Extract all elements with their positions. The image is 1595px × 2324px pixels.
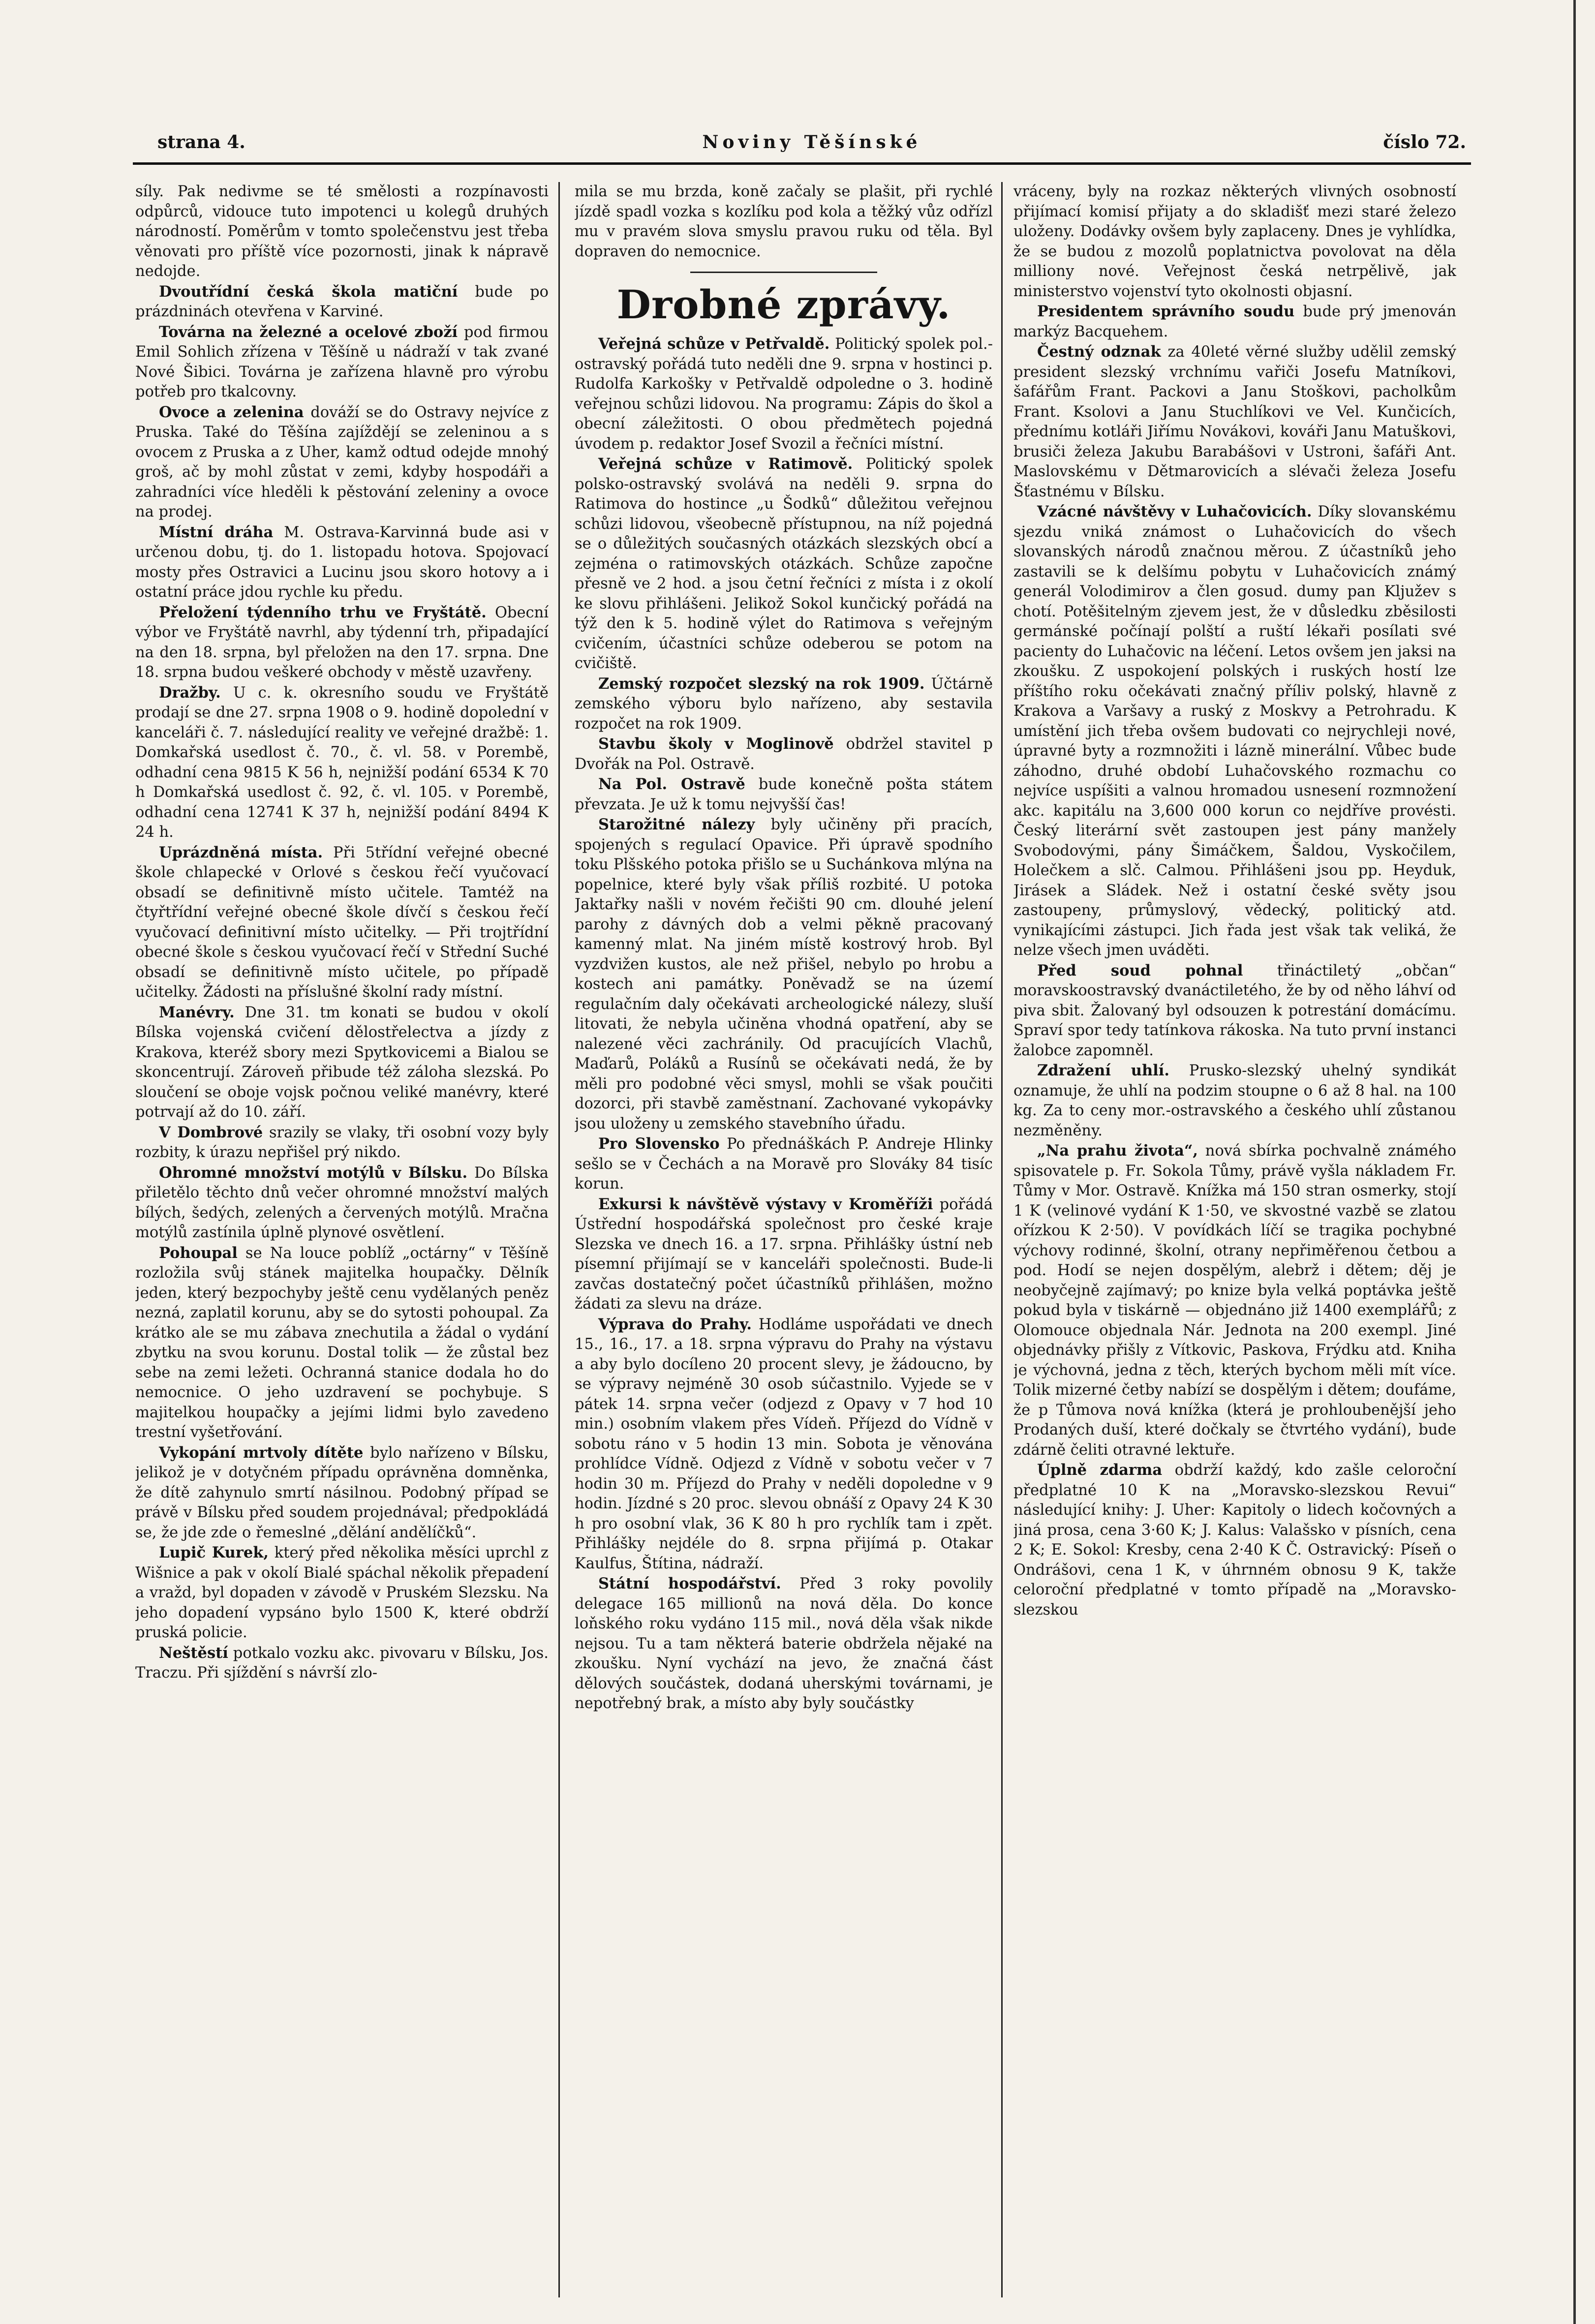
article-headline: Ovoce a zelenina [159, 403, 304, 421]
article-headline: Presidentem správního soudu [1037, 303, 1295, 320]
article [1013, 502, 1456, 961]
article [575, 674, 993, 734]
header-rule [133, 162, 1471, 165]
article-headline: Státní hospodářství. [598, 1575, 781, 1592]
article [135, 1163, 549, 1243]
article-headline: Lupič Kurek, [159, 1544, 269, 1561]
column-3 [1013, 182, 1456, 2297]
article-body: který před několika měsíci uprchl z Wišnice a pak v okolí Bialé spáchal několik přepadení a vražd, byl dopaden v závodě v Pruském Slezsku. Na jeho dopadení vypsáno bylo 1500 K, které obdrží pruská policie. [135, 1544, 549, 1641]
article-body: Obecní výbor ve Fryštátě navrhl, aby týdenní trh, připadající na den 18. srpna, byl přeložen na den 17. srpna. Dne 18. srpna budou veškeré obchody v městě uzavřeny. [135, 604, 549, 681]
article [575, 774, 993, 815]
article-body: bude po prázdninách otevřena v Karviné. [135, 283, 549, 320]
article-headline: Místní dráha [159, 523, 274, 541]
newspaper-title: Noviny Těšínské [702, 132, 921, 153]
article-headline: Továrna na železné a ocelové zboží [159, 323, 458, 341]
article-body: Hodláme uspořádati ve dnech 15., 16., 17. a 18. srpna výpravu do Prahy na výstavu a aby bylo docíleno 20 procent slevy, je žádoucno, by se výpravy nejméně 30 osob súčastnilo. Vyjede se v pátek 14. srpna večer (odjezd z Opavy v 7 hod 10 min.) osobním vlakem přes Vídeň. Příjezd do Vídně v sobotu ráno v 5 hodin 13 min. Sobota je věnována prohlídce Vídně. Odjezd z Vídně v sobotu večer v 7 hodin 30 m. Příjezd do Prahy v neděli dopoledne v 9 hodin. Jízdné s 20 proc. slevou obnáší z Opavy 24 K 30 h pro osobní vlak, 36 K 80 h pro rychlík tam i zpět. Přihlášky nejdéle do 8. srpna přijímá p. Otakar Kaulfus, Štítina, nádraží. [575, 1315, 993, 1572]
article-headline: Zemský rozpočet slezský na rok 1909. [598, 674, 925, 693]
article-headline: Ohromné množství motýlů v Bílsku. [159, 1163, 468, 1182]
article-body: Po přednáškách P. Andreje Hlinky sešlo se v Čechách a na Moravě pro Slováky 84 tisíc korun. [575, 1135, 993, 1193]
page-edge [1573, 0, 1576, 2324]
article-body: srazily se vlaky, tři osobní vozy byly rozbity, k úrazu nepřišel prý nikdo. [135, 1124, 549, 1161]
article-body: pod firmou Emil Sohlich zřízena v Těšíně u nádraží v tak zvané Nové Šibici. Továrna je zařízena hlavně pro výrobu potřeb pro tkalcovny. [135, 323, 549, 400]
article-body: bude prý jmenován markýz Bacquehem. [1013, 303, 1456, 340]
issue-number: číslo 72. [1383, 132, 1466, 153]
article-body: Dne 31. tm konati se budou v okolí Bílska vojenská cvičení dělostřelectva a jízdy z Krakova, kteréž sbory mezi Spytkovicemi a Bialou se skoncentrují. Zároveň přibude též záloha slezská. Po sloučení se oboje vojsk počnou veliké manévry, které potrvají až do 10. září. [135, 1004, 549, 1121]
article-body: nová sbírka pochvalně známého spisovatele p. Fr. Sokola Tůmy, právě vyšla nákladem Fr. Tůmy v Mor. Ostravě. Knížka má 150 stran osmerky, stojí 1 K (velinové vydání K 1·50, ve skvostné vazbě se zlatou ořízkou K 2·50). V povídkách líčí se tragika pochybné výchovy rodinné, školní, otrany nepřiměřenou četbou a pod. Hodí se nejen dospělým, alebrž i dětem; děj je neobyčejně zajímavý; po knize byla velká poptávka ještě pokud byla v tiskárně — objednáno již 1400 exemplářů; z Olomouce objednala Nár. Jednota na 200 exempl. Jiné objednávky přišly z Vítkovic, Paskova, Frýdku atd. Kniha je výchovná, jedna z těch, kterých bychom měli mít více. Tolik mizerné četby nabízí se dospělým i dětem; doufáme, že p Tůmova nová knížka (která je prohloubenější jeho Prodaných duší, které dočkaly se čtvrtého vydání), bude zdárně čeliti otravné lektuře. [1013, 1142, 1456, 1459]
article-body: bude konečně pošta státem převzata. Je už k tomu nejvyšší čas! [575, 776, 993, 813]
column-2-articles [575, 334, 993, 1714]
article-headline: Stavbu školy v Moglinově [598, 735, 834, 753]
article [135, 1543, 549, 1643]
article [575, 1134, 993, 1194]
article [575, 1315, 993, 1574]
article-headline: Vykopání mrtvoly dítěte [159, 1443, 364, 1462]
article-continuation [135, 182, 549, 282]
article-headline: Veřejná schůze v Petřvaldě. [598, 335, 830, 353]
article-headline: Zdražení uhlí. [1037, 1062, 1169, 1079]
article-body: Díky slovanskému sjezdu vniká známost o Luhačovicích do všech slovanských národů značnou měrou. Z účastníků jeho zastavili se k delšímu pobytu v Luhačovicích známý generál Volodimirov a člen gosud. dumy pan Kljužev s chotí. Potěšitelným zjevem jest, že v důsledku zběsilosti germánské počínají polští a ruští lékaři posílati své pacienty do Luhačovic na léčení. Letos ovšem jen jaksi na zkoušku. Z uspokojení polských i ruských hostí lze příštího roku očekávati značný příliv polský, hlavně z Krakova a Varšavy a ruský z Moskvy a Petrohradu. K umístění jich třeba ovšem budovati co nejrychleji nové, úpravné byty a rozmnožiti i lázně minerální. Vůbec bude záhodno, druhé období Luhačovského rozmachu co nejvíce uspíšiti a valnou hromadou usnesení rozmnožení akc. kapitálu na 3,600 000 korun co nejdříve provésti. Český literární svět zastoupen jest pány manžely Svobodovými, pány Šimáčkem, Šaldou, Vyskočilem, Holečkem a slč. Calmou. Přihlášeni jsou pp. Heyduk, Jirásek a Sládek. Než i ostatní české světy jsou zastoupeny, průmyslový, vědecký, politický atd. vynikajícími zástupci. Jich řada jest však tak veliká, že nelze všech jmen uváděti. [1013, 503, 1456, 959]
article [575, 815, 993, 1134]
article-body: mila se mu brzda, koně začaly se plašit, při rychlé jízdě spadl vozka s kozlíku pod kola a těžký vůz odřízl mu v pravém slova smyslu pravou ruku od těla. Byl dopraven do nemocnice. [575, 183, 993, 260]
article [135, 282, 549, 322]
article [1013, 1061, 1456, 1141]
column-2-continuation [575, 182, 993, 262]
article [135, 843, 549, 1003]
article [575, 1194, 993, 1315]
article-body: třináctiletý „občan“ moravskoostravský dvanáctiletého, že by od něho láhví od piva sbit. Žalovaný byl odsouzen k potrestání domácímu. Spraví spor tedy tatínkova rákoska. Na tuto první instanci žalobce zapomněl. [1013, 962, 1456, 1059]
article-body: Politický spolek pol.-ostravský pořádá tuto neděli dne 9. srpna v hostinci p. Rudolfa Karkošky v Petřvaldě odpoledne o 3. hodině veřejnou schůzi lidovou. Na programu: Zápis do škol a obecní záležitosti. O obou předmětech pojedná úvodem p. redaktor Josef Svozil a řečníci místní. [575, 336, 993, 453]
article [1013, 302, 1456, 342]
article [1013, 961, 1456, 1061]
article-headline: Dvoutřídní česká škola matiční [159, 282, 458, 301]
article [135, 1123, 549, 1163]
article [1013, 1141, 1456, 1460]
article-body: potkalo vozku akc. pivovaru v Bílsku, Jos. Traczu. Při sjíždění s návrší zlo- [135, 1644, 549, 1682]
article [575, 1574, 993, 1714]
article-headline: Manévry. [159, 1003, 235, 1021]
article [135, 1243, 549, 1443]
column-2 [575, 182, 993, 2297]
article-headline: Uprázdněná místa. [159, 843, 323, 861]
article-body: U c. k. okresního soudu ve Fryštátě prodají se dne 27. srpna 1908 o 9. hodině dopolední v kanceláři č. 7. následující reality ve veřejné dražbě: 1. Domkařská usedlost č. 70., č. vl. 58. v Porembě, odhadní cena 9815 K 56 h, nejnižší podání 6534 K 70 h Domkařská usedlost č. 92, č. vl. 105. v Porembě, odhadní cena 12741 K 37 h, nejnižší podání 8494 K 24 h. [135, 684, 549, 841]
article [135, 603, 549, 683]
article-headline: Čestný odznak [1037, 343, 1161, 361]
article-headline: Starožitné nálezy [598, 816, 755, 833]
article-body: obdržel stavitel p Dvořák na Pol. Ostravě. [575, 735, 993, 773]
article-headline: Pohoupal [159, 1244, 238, 1262]
article-body: bylo nařízeno v Bílsku, jelikož je v dotyčném případu oprávněna domněnka, že dítě zahynulo smrtí násilnou. Podobný případ se právě v Bílsku před soudem projednával; předpokládá se, že jde zde o řemeslné „dělání andělíčků“. [135, 1444, 549, 1541]
article-body: Prusko-slezský uhelný syndikát oznamuje, že uhlí na podzim stoupne o 6 až 8 hal. na 100 kg. Za to ceny mor.-ostravského a českého uhlí zůstanou nezměněny. [1013, 1062, 1456, 1139]
article-body: obdrží každý, kdo zašle celoroční předplatné 10 K na „Moravsko-slezskou Revui“ následující knihy: J. Uher: Kapitoly o lidech kočovných a jiná prosa, cena 3·60 K; J. Kalus: Valašsko v písních, cena 2 K; E. Sokol: Kresby, cena 2·40 K Č. Ostravický: Píseň o Ondrášovi, cena 1 K, v úhrnném obnosu 9 K, takže celoroční předplatné v tomto případě na „Moravsko-slezskou [1013, 1462, 1456, 1619]
article-body: vráceny, byly na rozkaz některých vlivných osobností přijímací komisí přijaty a do skladišť mezi staré železo uloženy. Dodávky ovšem byly zaplaceny. Dnes je vyhlídka, že se budou z mozolů poplatnictva povolovat na děla milliony nové. Veřejnost česká netrpělivě, jak ministerstvo vojenství tyto okolnosti objasní. [1013, 183, 1456, 300]
article-headline: Výprava do Prahy. [598, 1315, 752, 1333]
article-body: Do Bílska přiletělo těchto dnů večer ohromné množství malých bílých, šedých, zelených a červených motýlů. Mračna motýlů zastínila úplně plynové osvětlení. [135, 1164, 549, 1241]
page-number: strana 4. [157, 132, 245, 153]
article [135, 683, 549, 843]
article-headline: Na Pol. Ostravě [598, 775, 745, 793]
article-headline: Dražby. [159, 683, 221, 702]
article [135, 322, 549, 402]
article-headline: Exkursi k návštěvě výstavy v Kroměříži [598, 1195, 933, 1213]
article-continuation [575, 182, 993, 262]
article-headline: Veřejná schůze v Ratimově. [598, 455, 853, 473]
article [1013, 342, 1456, 502]
section-title: Drobné zprávy. [616, 281, 951, 328]
article-headline: Přeložení týdenního trhu ve Fryštátě. [159, 603, 487, 621]
article-body: Při 5třídní veřejné obecné škole chlapecké v Orlové s českou řečí vyučovací obsadí se definitivně místo učitele. Tamtéž na čtyřtřídní veřejné obecné škole dívčí s českou řečí vyučovací definitivní místo učitelky. — Při trojtřídní obecné škole s českou vyučovací řečí v Střední Suché obsadí se definitivně místo učitele, po případě učitelky. Žádosti na příslušné školní rady místní. [135, 844, 549, 1001]
article [135, 1443, 549, 1543]
article-body: Před 3 roky povolily delegace 165 millionů na nová děla. Do konce loňského roku vydáno 115 mil., nová děla však nikde nejsou. Tu a tam některá baterie obdržela nějaké na zkoušku. Nyní vychází na jevo, že značná část dělových součástek, dodaná uherskými továrnami, je nepotřebný brak, a místo aby byly součástky [575, 1575, 993, 1712]
article-body: Politický spolek polsko-ostravský svolává na neděli 9. srpna do Ratimova do hostince „u Šodků“ důležitou veřejnou schůzi lidovou, všeobecně přístupnou, na níž pojedná se o důležitých současných otázkách slezských obcí a zejména o ratimovských otázkách. Schůze započne přesně ve 2 hod. a jsou četní řečníci z místa i z okolí ke slovu přihlášeni. Jelikož Sokol kunčický pořádá na týž den k 5. hodině výlet do Ratimova s veřejným cvičením, účastníci schůze odeberou se potom na cvičiště. [575, 456, 993, 672]
article-body: za 40leté věrné služby udělil zemský president slezský vrchnímu vařiči Josefu Matníkovi, šafářům Frant. Packovi a Janu Stoškovi, pacholkům Frant. Ksolovi a Janu Stuchlíkovi ve Vel. Kunčicích, přednímu kotláři Jiřímu Novákovi, kováři Janu Matuškovi, brusiči železa Jakubu Barabášovi v Ustroni, šafáři Ant. Maslovskému v Dětmarovicích a slévači železa Josefu Šťastnému v Bílsku. [1013, 343, 1456, 500]
article [135, 1003, 549, 1123]
article-headline: V Dombrové [159, 1123, 263, 1141]
article-body: byly učiněny při pracích, spojených s regulací Opavice. Při úpravě spodního toku Plšského potoka přišlo se u Suchánkova mlýna na popelnice, které byly však příliš rozbité. U potoka Jaktařky našli v novém řečišti 90 cm. dlouhé jelení parohy z dávných dob a velmi pěkně pracovaný kamenný mlat. Na jiném místě kostrový hrob. Byl vyzdvižen kustos, ale než přišel, nebylo po hrobu a kostech ani památky. Poněvadž se na území regulačním daly očekávati archeologické nálezy, sluší litovati, že nebyla učiněna vhodná opatření, aby se nalezené věci zachránily. Od pracujících Vlachů, Maďarů, Poláků a Rusínů se očekávati nedá, že by měli pro podobné věci smysl, mohli se však poučiti dozorci, při stavbě zaměstnaní. Zachované vykopávky jsou uloženy u zemského stavebního úřadu. [575, 816, 993, 1132]
article [575, 334, 993, 454]
column-divider [1001, 182, 1003, 2297]
article-headline: Vzácné návštěvy v Luhačovicích. [1037, 503, 1312, 520]
column-1 [135, 182, 549, 2297]
article-headline: Neštěstí [159, 1644, 228, 1662]
article [135, 402, 549, 522]
section-rule [690, 272, 877, 273]
article-body: síly. Pak nedivme se té smělosti a rozpínavosti odpůrců, vidouce tuto impotenci u kolegů druhých národností. Poměrům v tomto společenstvu jest třeba věnovati pro příště více pozornosti, jinak k nápravě nedojde. [135, 183, 549, 280]
article-headline: „Na prahu života“, [1037, 1142, 1198, 1160]
article-body: dováží se do Ostravy nejvíce z Pruska. Také do Těšína zajíždějí se zeleninou a s ovocem z Pruska a z Uher, kamž odtud odejde mnohý groš, ač by mohl zůstat v zemi, kdyby hospodáři a zahradníci více hleděli k pěstování zeleniny a ovoce na prodej. [135, 403, 549, 520]
article [575, 454, 993, 674]
article-continuation [1013, 182, 1456, 302]
article-headline: Úplně zdarma [1037, 1461, 1163, 1479]
article [575, 734, 993, 774]
article-body: pořádá Ústřední hospodářská společnost pro české kraje Slezska ve dnech 16. a 17. srpna. Přihlášky ústní neb písemní přijímají se v kanceláři společnosti. Bude-li zavčas dostatečný počet účastníků přihlášen, možno žádati za slevu na dráze. [575, 1195, 993, 1313]
column-divider [558, 182, 560, 2297]
article-body: se Na louce poblíž „octárny“ v Těšíně rozložila svůj stánek majitelka houpačky. Dělník jeden, který bezpochyby ještě cenu vydělaných peněz nezná, zaplatil korunu, aby se do sytosti pohoupal. Za krátko ale se mu zábava znechutila a žádal o vydání zbytku na svou korunu. Dostal tolik — že zůstal bez sebe na zemi ležeti. Ochranná stanice dodala ho do nemocnice. O jeho uzdravení se pochybuje. S majitelkou houpačky a jejími lidmi bylo zavedeno trestní vyšetřování. [135, 1244, 549, 1441]
article-body: Účtárně zemského výboru bylo nařízeno, aby sestavila rozpočet na rok 1909. [575, 675, 993, 733]
article-headline: Pro Slovensko [598, 1135, 720, 1153]
article [1013, 1460, 1456, 1620]
article [135, 1643, 549, 1683]
article [135, 522, 549, 603]
article-headline: Před soud pohnal [1037, 961, 1243, 979]
article-body: M. Ostrava-Karvinná bude asi v určenou dobu, tj. do 1. listopadu hotova. Spojovací mosty přes Ostravici a Lucinu jsou skoro hotovy a i ostatní práce jdou rychle ku předu. [135, 523, 549, 601]
page-header [157, 132, 1466, 156]
